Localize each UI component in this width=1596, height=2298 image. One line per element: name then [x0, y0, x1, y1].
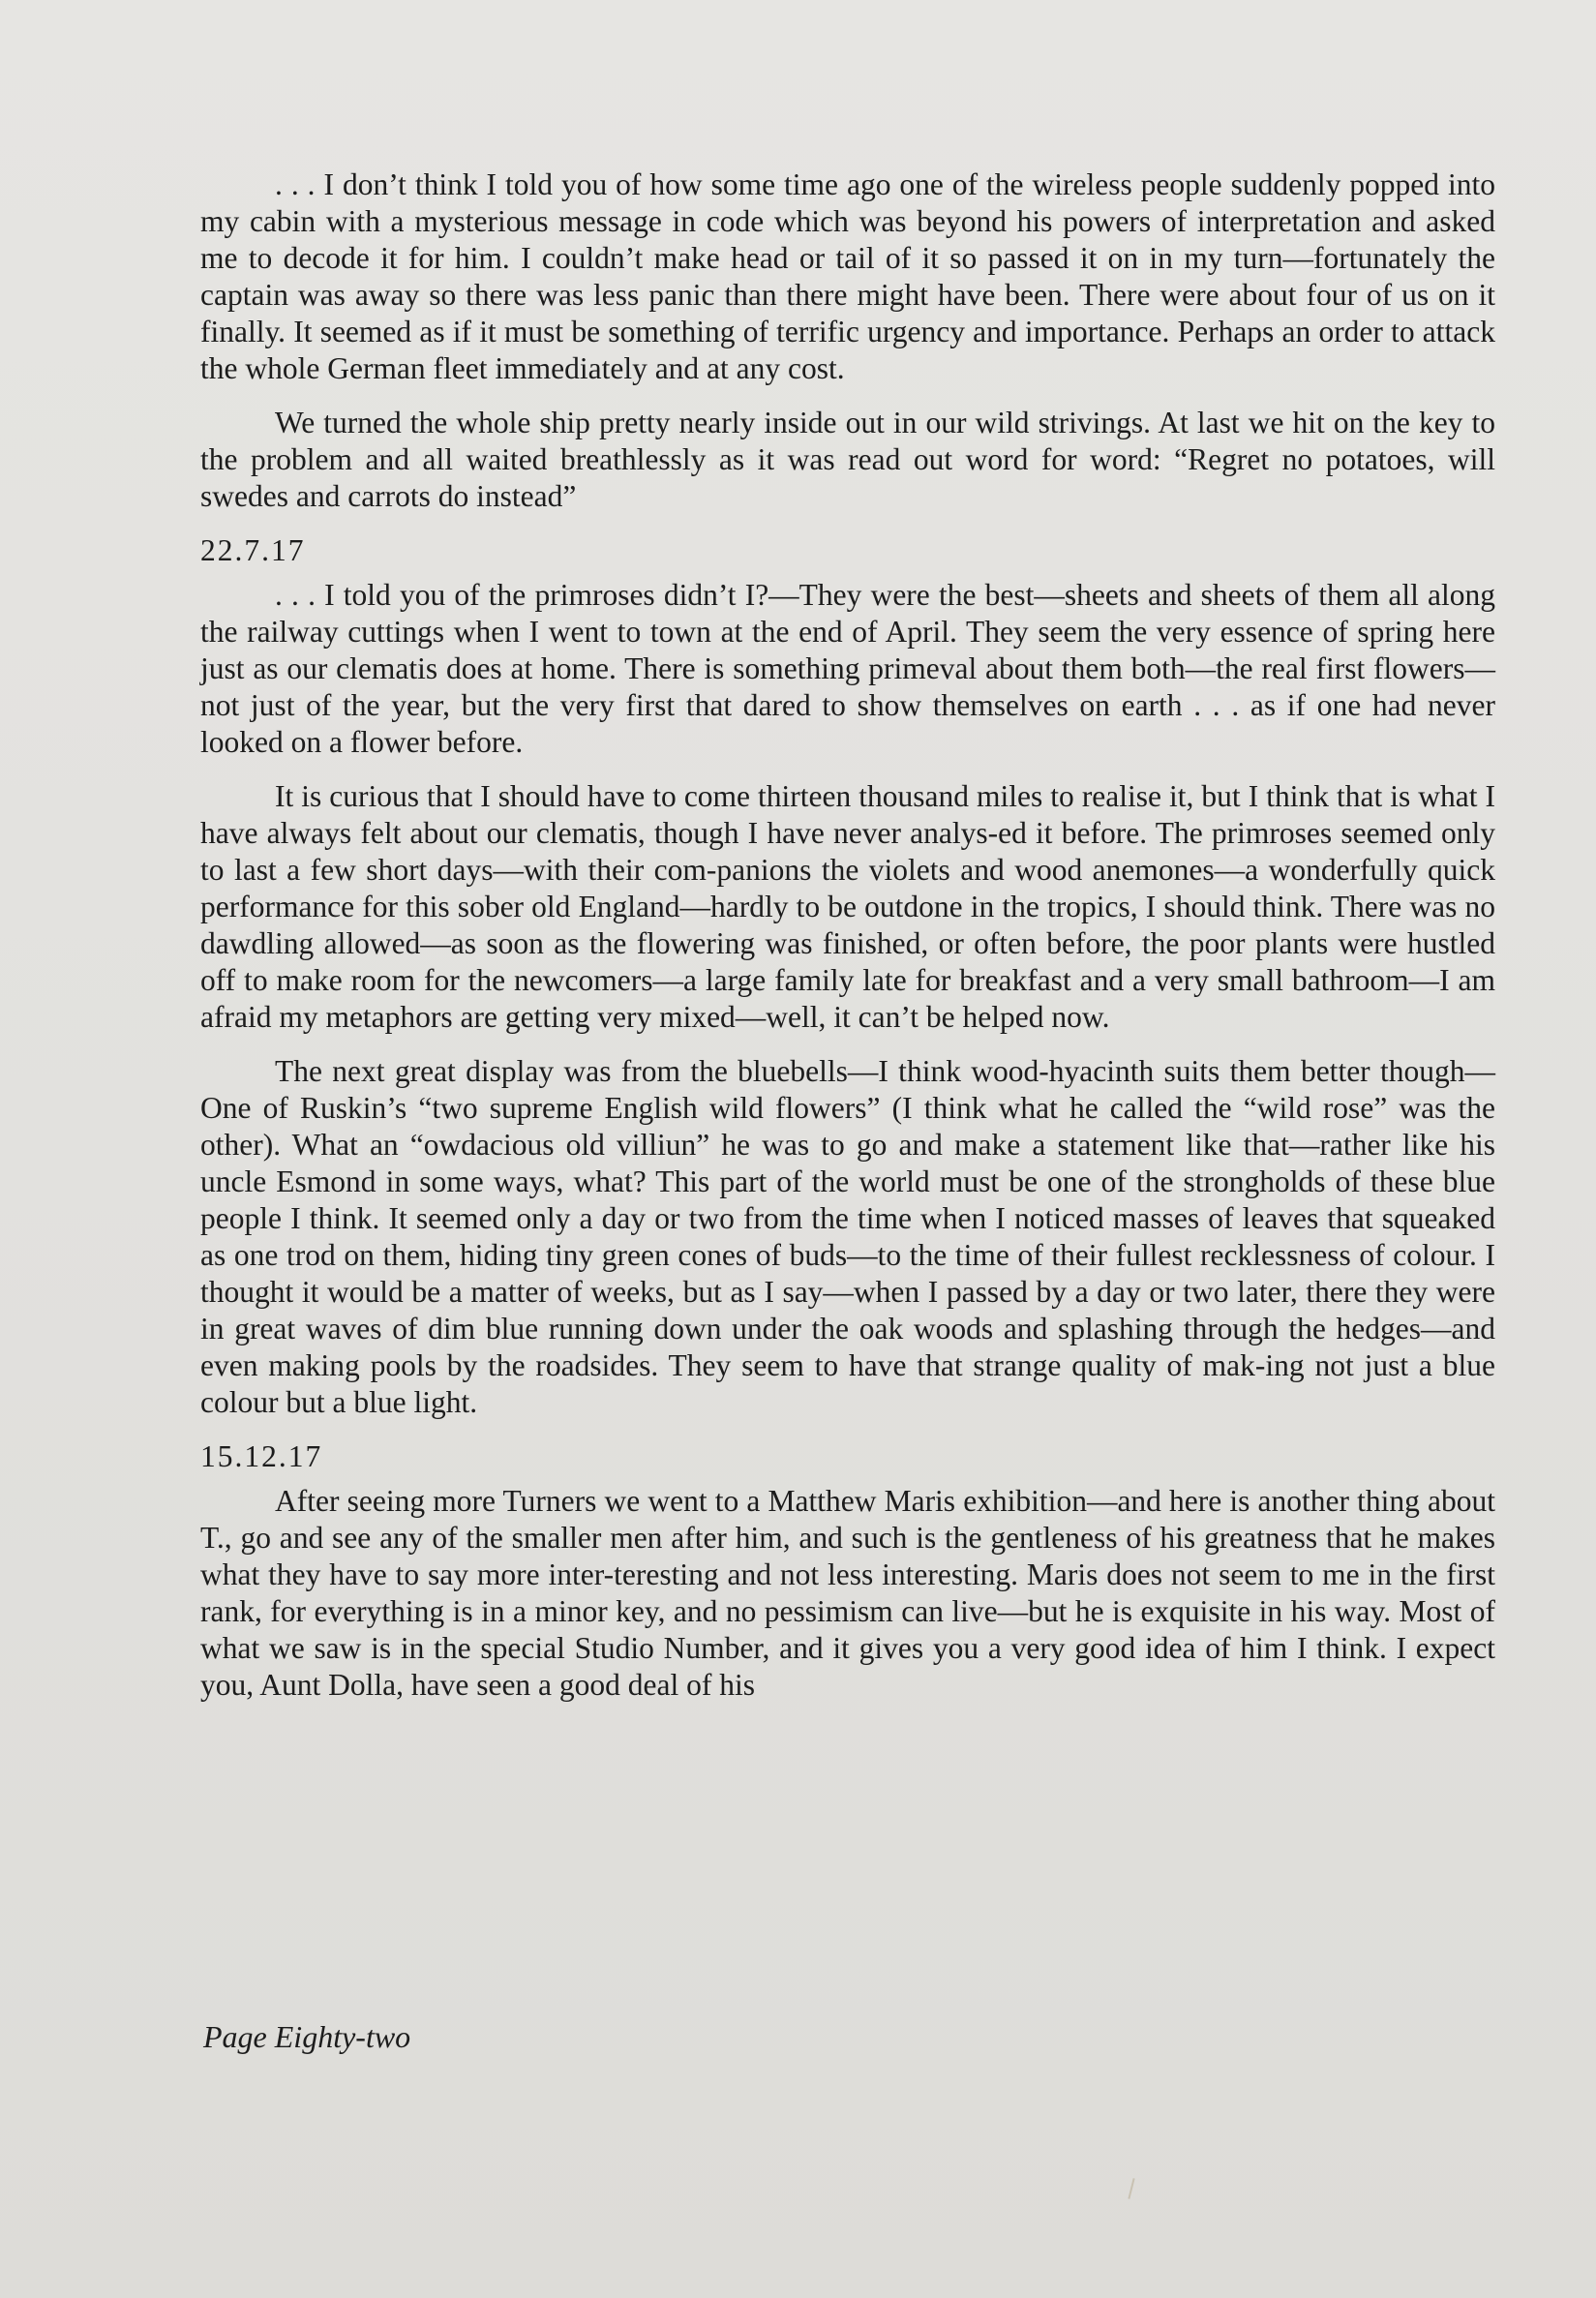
- date-heading: 22.7.17: [200, 533, 306, 567]
- paragraph-turners-maris: After seeing more Turners we went to a Matthew Maris exhibition—and here is another thing about T., go and see any of the smaller men after him, and such is the gentleness of his greatness that he makes what they have to say more inter-teresting and not less interesting. Maris does not seem to me in the first rank, for everything is in a minor key, and no pessimism can live—but he is exquisite in his way. Most of what we saw is in the special Studio Number, and it gives you a very good idea of him I think. I expect you, Aunt Dolla, have seen a good deal of his: [200, 1484, 1495, 1702]
- page-body: [200, 166, 1495, 1721]
- paragraph-wireless-message: . . . I don’t think I told you of how some time ago one of the wireless people suddenly popped into my cabin with a mysterious message in code which was beyond his powers of interpretation and asked me to decode it for him. I couldn’t make head or tail of it so passed it on in my turn—fortunately the captain was away so there was less panic than there might have been. There were about four of us on it finally. It seemed as if it must be something of terrific urgency and importance. Perhaps an order to attack the whole German fleet immediately and at any cost.: [200, 167, 1495, 385]
- date-heading: 15.12.17: [200, 1439, 323, 1473]
- paper-mark: [1128, 2178, 1134, 2199]
- paragraph-decoded-message: We turned the whole ship pretty nearly inside out in our wild strivings. At last we hit on the key to the problem and all waited breathlessly as it was read out word for word: “Regret no potatoes, will swedes and carrots do instead”: [200, 406, 1495, 513]
- paragraph-bluebells: The next great display was from the bluebells—I think wood-hyacinth suits them better though—One of Ruskin’s “two supreme English wild flowers” (I think what he called the “wild rose” was the other). What an “owdacious old villiun” he was to go and make a statement like that—rather like his uncle Esmond in some ways, what? This part of the world must be one of the strongholds of these blue people I think. It seemed only a day or two from the time when I noticed masses of leaves that squeaked as one trod on them, hiding tiny green cones of buds—to the time of their fullest recklessness of colour. I thought it would be a matter of weeks, but as I say—when I passed by a day or two later, there they were in great waves of dim blue running down under the oak woods and splashing through the hedges—and even making pools by the roadsides. They seem to have that strange quality of mak-ing not just a blue colour but a blue light.: [200, 1054, 1495, 1419]
- page-number-footer: Page Eighty-two: [203, 2019, 411, 2054]
- paragraph-clematis: It is curious that I should have to come thirteen thousand miles to realise it, but I think that is what I have always felt about our clematis, though I have never analys-ed it before. The primroses seemed only to last a few short days—with their com-panions the violets and wood anemones—a wonderfully quick performance for this sober old England—hardly to be outdone in the tropics, I should think. There was no dawdling allowed—as soon as the flowering was finished, or often before, the poor plants were hustled off to make room for the newcomers—a large family late for breakfast and a very small bathroom—I am afraid my metaphors are getting very mixed—well, it can’t be helped now.: [200, 779, 1495, 1034]
- paragraph-primroses: . . . I told you of the primroses didn’t I?—They were the best—sheets and sheets of them all along the railway cuttings when I went to town at the end of April. They seem the very essence of spring here just as our clematis does at home. There is something primeval about them both—the real first flowers—not just of the year, but the very first that dared to show themselves on earth . . . as if one had never looked on a flower before.: [200, 578, 1495, 759]
